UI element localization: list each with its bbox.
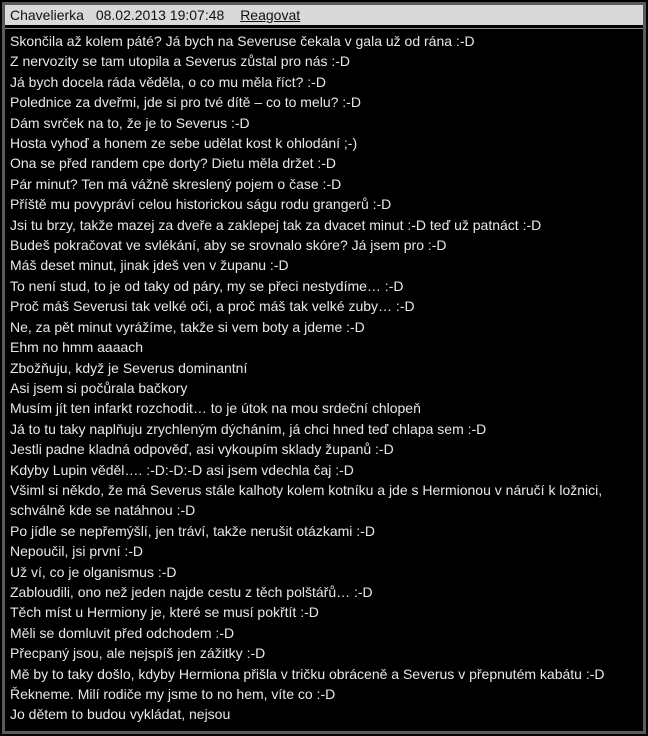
comment-line: Skončila až kolem páté? Já bych na Severuse čekala v gala už od rána :-D — [10, 33, 475, 49]
comment-line: Měli se domluvit před odchodem :-D — [10, 624, 235, 641]
comment-line: Kdyby Lupin věděl…. :-D:-D:-D asi jsem vdechla čaj :-D — [10, 461, 354, 478]
comment-line: Hosta vyhoď a honem ze sebe udělat kost k ohlodání ;-) — [10, 135, 358, 152]
comment-line: Proč máš Severusi tak velké oči, a proč máš tak velké zuby… :-D — [10, 298, 415, 315]
comment-line: Asi jsem si počůrala bačkory — [10, 379, 188, 396]
comment-line: Zbožňuju, když je Severus dominantní — [10, 359, 248, 376]
comment-line: Z nervozity se tam utopila a Severus zůstal pro nás :-D — [10, 53, 351, 70]
comment-line: Ehm no hmm aaaach — [10, 339, 144, 356]
comment-line: Dám svrček na to, že je to Severus :-D — [10, 114, 250, 131]
comment-line: Po jídle se nepřemýšlí, jen tráví, takže nerušit otázkami :-D — [10, 522, 375, 539]
comment-line: Mě by to taky došlo, kdyby Hermiona přišla v tričku obráceně a Severus v přepnutém kabátu :-D — [10, 665, 605, 682]
comment-author: Chavelierka — [10, 7, 84, 23]
comment-box — [2, 2, 646, 734]
comment-line: Těch míst u Hermiony je, které se musí pokřtít :-D — [10, 604, 319, 621]
comment-line: Příště mu povypráví celou historickou ságu rodu grangerů :-D — [10, 196, 392, 213]
comment-line: Jsi tu brzy, takže mazej za dveře a zaklepej tak za dvacet minut :-D teď už patnáct :-D — [10, 216, 542, 233]
comment-line: Zabloudili, ono než jeden najde cestu z těch polštářů… :-D — [10, 583, 373, 600]
comment-line: Přecpaný jsou, ale nejspíš jen zážitky :-D — [10, 645, 266, 662]
comment-line: Pár minut? Ten má vážně skreslený pojem o čase :-D — [10, 175, 342, 192]
comment-body — [5, 28, 643, 731]
reply-link[interactable]: Reagovat — [240, 7, 301, 23]
comment-line: Jestli padne kladná odpověď, asi vykoupím sklady županů :-D — [10, 441, 394, 458]
comment-line: Jo dětem to budou vykládat, nejsou — [10, 706, 231, 723]
comment-line: Ne, za pět minut vyrážíme, takže si vem boty a jdeme :-D — [10, 318, 365, 335]
comment-line: To není stud, to je od taky od páry, my se přeci nestydíme… :-D — [10, 277, 404, 294]
comment-line: Budeš pokračovat ve svlékání, aby se srovnalo skóre? Já jsem pro :-D — [10, 237, 447, 254]
comment-line: Řekneme. Milí rodiče my jsme to no hem, víte co :-D — [10, 686, 336, 702]
comment-line: Musím jít ten infarkt rozchodit… to je útok na mou srdeční chlopeň — [10, 400, 421, 417]
comment-line: Polednice za dveřmi, jde si pro tvé dítě – co to melu? :-D — [10, 94, 361, 111]
comment-line: Nepoučil, jsi první :-D — [10, 543, 144, 560]
comment-line: Já bych docela ráda věděla, o co mu měla říct? :-D — [10, 73, 326, 90]
comment-line: Už ví, co je olganismus :-D — [10, 563, 177, 580]
comment-line: Já to tu taky naplňuju zrychleným dýcháním, já chci hned teď chlapa sem :-D — [10, 420, 487, 437]
comment-line: Všiml si někdo, že má Severus stále kalhoty kolem kotníku a jde s Hermionou v náručí k ložnici, schválně kde se natáhnou :-D — [10, 481, 603, 519]
comment-line: Máš deset minut, jinak jdeš ven v županu :-D — [10, 257, 289, 274]
comment-header — [5, 5, 643, 25]
comment-timestamp: 08.02.2013 19:07:48 — [95, 7, 225, 23]
comment-line: Ona se před randem cpe dorty? Dietu měla držet :-D — [10, 155, 337, 172]
